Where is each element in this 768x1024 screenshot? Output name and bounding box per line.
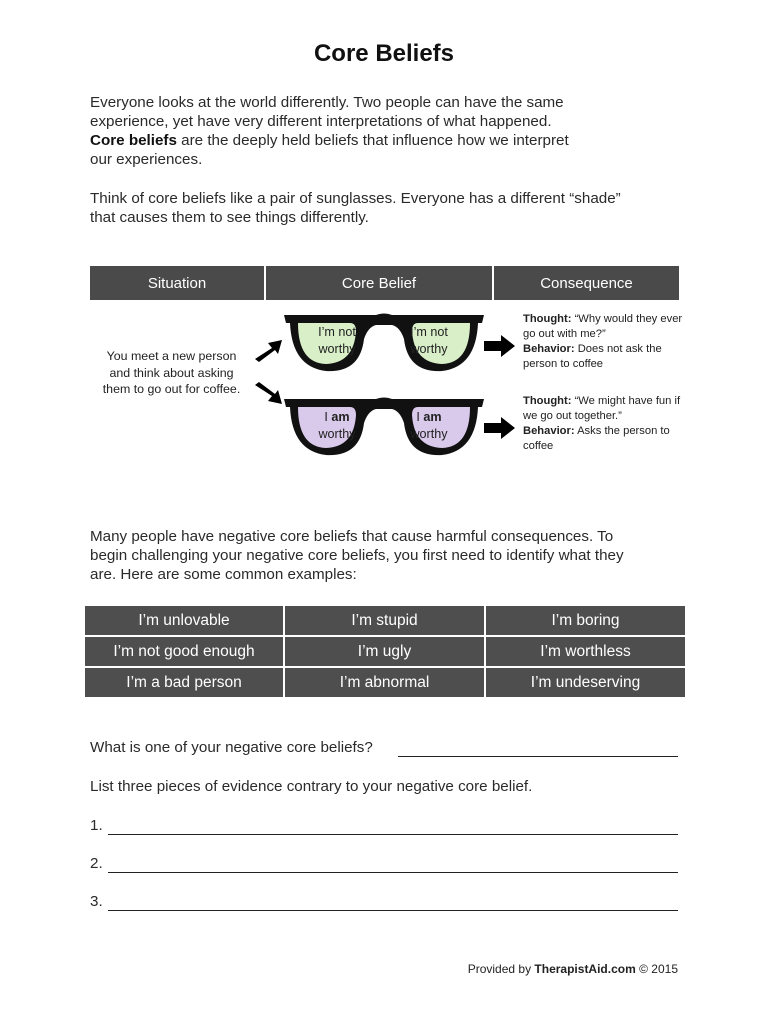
situation-description	[94, 348, 249, 398]
left-lens-not-worthy	[302, 324, 372, 358]
behavior-text: Asks the person to coffee	[523, 425, 670, 452]
thought-text: “Why would they ever go out with me?”	[523, 313, 683, 340]
right-lens-am-worthy	[394, 409, 464, 443]
left-lens-line-2: worthy	[318, 342, 356, 356]
right-lens-line-2: worthy	[410, 427, 448, 441]
intro-line-3-rest: are the deeply held beliefs that influence how we interpret	[176, 132, 569, 149]
belief-cell: I’m stupid	[285, 606, 484, 635]
situation-line-1: You meet a new person	[106, 349, 237, 363]
consequence-not-worthy	[523, 312, 683, 372]
left-lens-bold: am	[331, 410, 350, 424]
evidence-answer-line-3[interactable]	[108, 894, 678, 911]
right-lens-pre: I	[416, 410, 424, 424]
arrow-down-right-icon	[252, 380, 286, 410]
right-lens-line-1: I’m not	[410, 325, 448, 339]
core-beliefs-term: Core beliefs	[90, 132, 177, 149]
right-lens-line-1	[394, 409, 464, 426]
left-lens-line-1: I’m not	[318, 325, 356, 339]
header-consequence: Consequence	[494, 266, 679, 300]
negative-beliefs-paragraph	[90, 527, 690, 584]
evidence-number-1: 1.	[90, 817, 103, 834]
evidence-number-3: 3.	[90, 893, 103, 910]
negative-line-3: are. Here are some common examples:	[90, 566, 357, 583]
right-lens-bold: am	[423, 410, 442, 424]
right-lens-not-worthy	[394, 324, 464, 358]
intro-line-2: experience, yet have very different interpretations of what happened.	[90, 113, 552, 130]
sunglasses-line-1: Think of core beliefs like a pair of sunglasses. Everyone has a different “shade”	[90, 190, 621, 207]
left-lens-am-worthy	[302, 409, 372, 443]
footer-brand: TherapistAid.com	[534, 962, 636, 976]
intro-line-4: our experiences.	[90, 151, 203, 168]
header-situation: Situation	[90, 266, 266, 300]
question-1-label: What is one of your negative core beliefs?	[90, 739, 373, 756]
consequence-am-worthy	[523, 394, 683, 454]
behavior-label: Behavior:	[523, 425, 575, 437]
question-2-label: List three pieces of evidence contrary to your negative core belief.	[90, 778, 533, 795]
evidence-answer-line-2[interactable]	[108, 856, 678, 873]
situation-line-2: and think about asking	[109, 365, 234, 380]
belief-cell: I’m not good enough	[85, 637, 283, 666]
belief-cell: I’m a bad person	[85, 668, 283, 697]
left-lens-line-2: worthy	[318, 427, 356, 441]
negative-belief-answer-line[interactable]	[398, 740, 678, 757]
left-lens-line-1	[302, 409, 372, 426]
behavior-label: Behavior:	[523, 343, 575, 355]
intro-line-3	[90, 131, 690, 150]
footer-provided-by: Provided by	[467, 962, 535, 976]
arrow-up-right-icon	[252, 334, 286, 364]
left-lens-pre: I	[324, 410, 332, 424]
thought-text: “We might have fun if we go out together.”	[523, 395, 681, 422]
belief-cell: I’m undeserving	[486, 668, 685, 697]
negative-line-1: Many people have negative core beliefs that cause harmful consequences. To	[90, 528, 614, 545]
common-beliefs-grid	[85, 606, 685, 697]
belief-cell: I’m worthless	[486, 637, 685, 666]
negative-line-2: begin challenging your negative core beliefs, you first need to identify what they	[90, 547, 624, 564]
sunglasses-paragraph	[90, 189, 690, 227]
intro-line-1: Everyone looks at the world differently. Two people can have the same	[90, 94, 564, 111]
arrow-right-icon	[484, 416, 516, 440]
footer-credit	[468, 962, 678, 976]
arrow-right-icon	[484, 334, 516, 358]
belief-cell: I’m unlovable	[85, 606, 283, 635]
situation-line-3: them to go out for coffee.	[102, 382, 241, 396]
header-core-belief: Core Belief	[266, 266, 494, 300]
belief-cell: I’m ugly	[285, 637, 484, 666]
intro-paragraph	[90, 93, 690, 169]
evidence-answer-line-1[interactable]	[108, 818, 678, 835]
situation-table-header	[90, 266, 679, 300]
right-lens-line-2: worthy	[410, 342, 448, 356]
sunglasses-line-2: that causes them to see things differently.	[90, 209, 369, 226]
belief-cell: I’m boring	[486, 606, 685, 635]
belief-cell: I’m abnormal	[285, 668, 484, 697]
evidence-number-2: 2.	[90, 855, 103, 872]
behavior-text: Does not ask the person to coffee	[523, 343, 662, 370]
thought-label: Thought:	[523, 395, 572, 407]
page-title: Core Beliefs	[313, 40, 455, 67]
thought-label: Thought:	[523, 313, 572, 325]
footer-copyright: © 2015	[635, 962, 678, 976]
